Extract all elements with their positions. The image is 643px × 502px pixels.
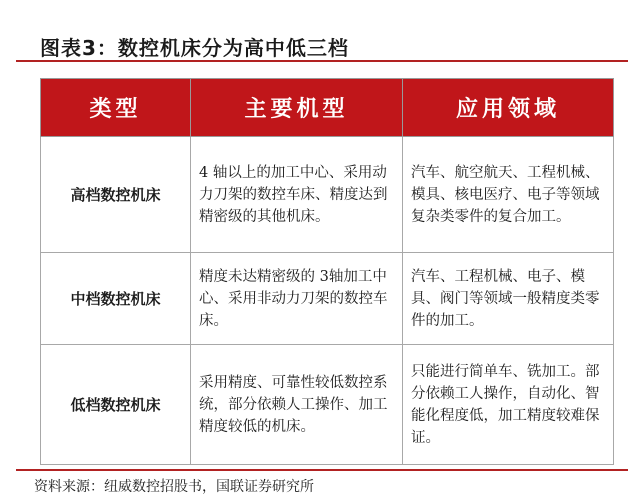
cell-models: 精度未达精密级的 3轴加工中心、采用非动力刀架的数控车床。 bbox=[191, 253, 403, 345]
table-header-row bbox=[41, 79, 614, 137]
title-bar bbox=[16, 10, 628, 62]
header-models: 主要机型 bbox=[191, 79, 403, 137]
cell-type: 高档数控机床 bbox=[41, 137, 191, 253]
header-type: 类型 bbox=[41, 79, 191, 137]
table-row bbox=[41, 253, 614, 345]
cell-type: 低档数控机床 bbox=[41, 345, 191, 465]
cell-applications: 只能进行简单车、铣加工。部分依赖工人操作，自动化、智能化程度低，加工精度较难保证。 bbox=[403, 345, 614, 465]
table-row bbox=[41, 345, 614, 465]
table-row bbox=[41, 137, 614, 253]
cell-applications: 汽车、航空航天、工程机械、模具、核电医疗、电子等领域复杂类零件的复合加工。 bbox=[403, 137, 614, 253]
cell-models: 采用精度、可靠性较低数控系统，部分依赖人工操作、加工精度较低的机床。 bbox=[191, 345, 403, 465]
cell-models: 4 轴以上的加工中心、采用动力刀架的数控车床、精度达到精密级的其他机床。 bbox=[191, 137, 403, 253]
source-divider bbox=[16, 469, 628, 471]
source-note: 资料来源：纽威数控招股书，国联证券研究所 bbox=[34, 479, 314, 495]
cnc-tier-table bbox=[40, 78, 614, 465]
header-applications: 应用领域 bbox=[403, 79, 614, 137]
page-title: 图表3：数控机床分为高中低三档 bbox=[40, 36, 349, 60]
cell-applications: 汽车、工程机械、电子、模具、阀门等领域一般精度类零件的加工。 bbox=[403, 253, 614, 345]
cell-type: 中档数控机床 bbox=[41, 253, 191, 345]
